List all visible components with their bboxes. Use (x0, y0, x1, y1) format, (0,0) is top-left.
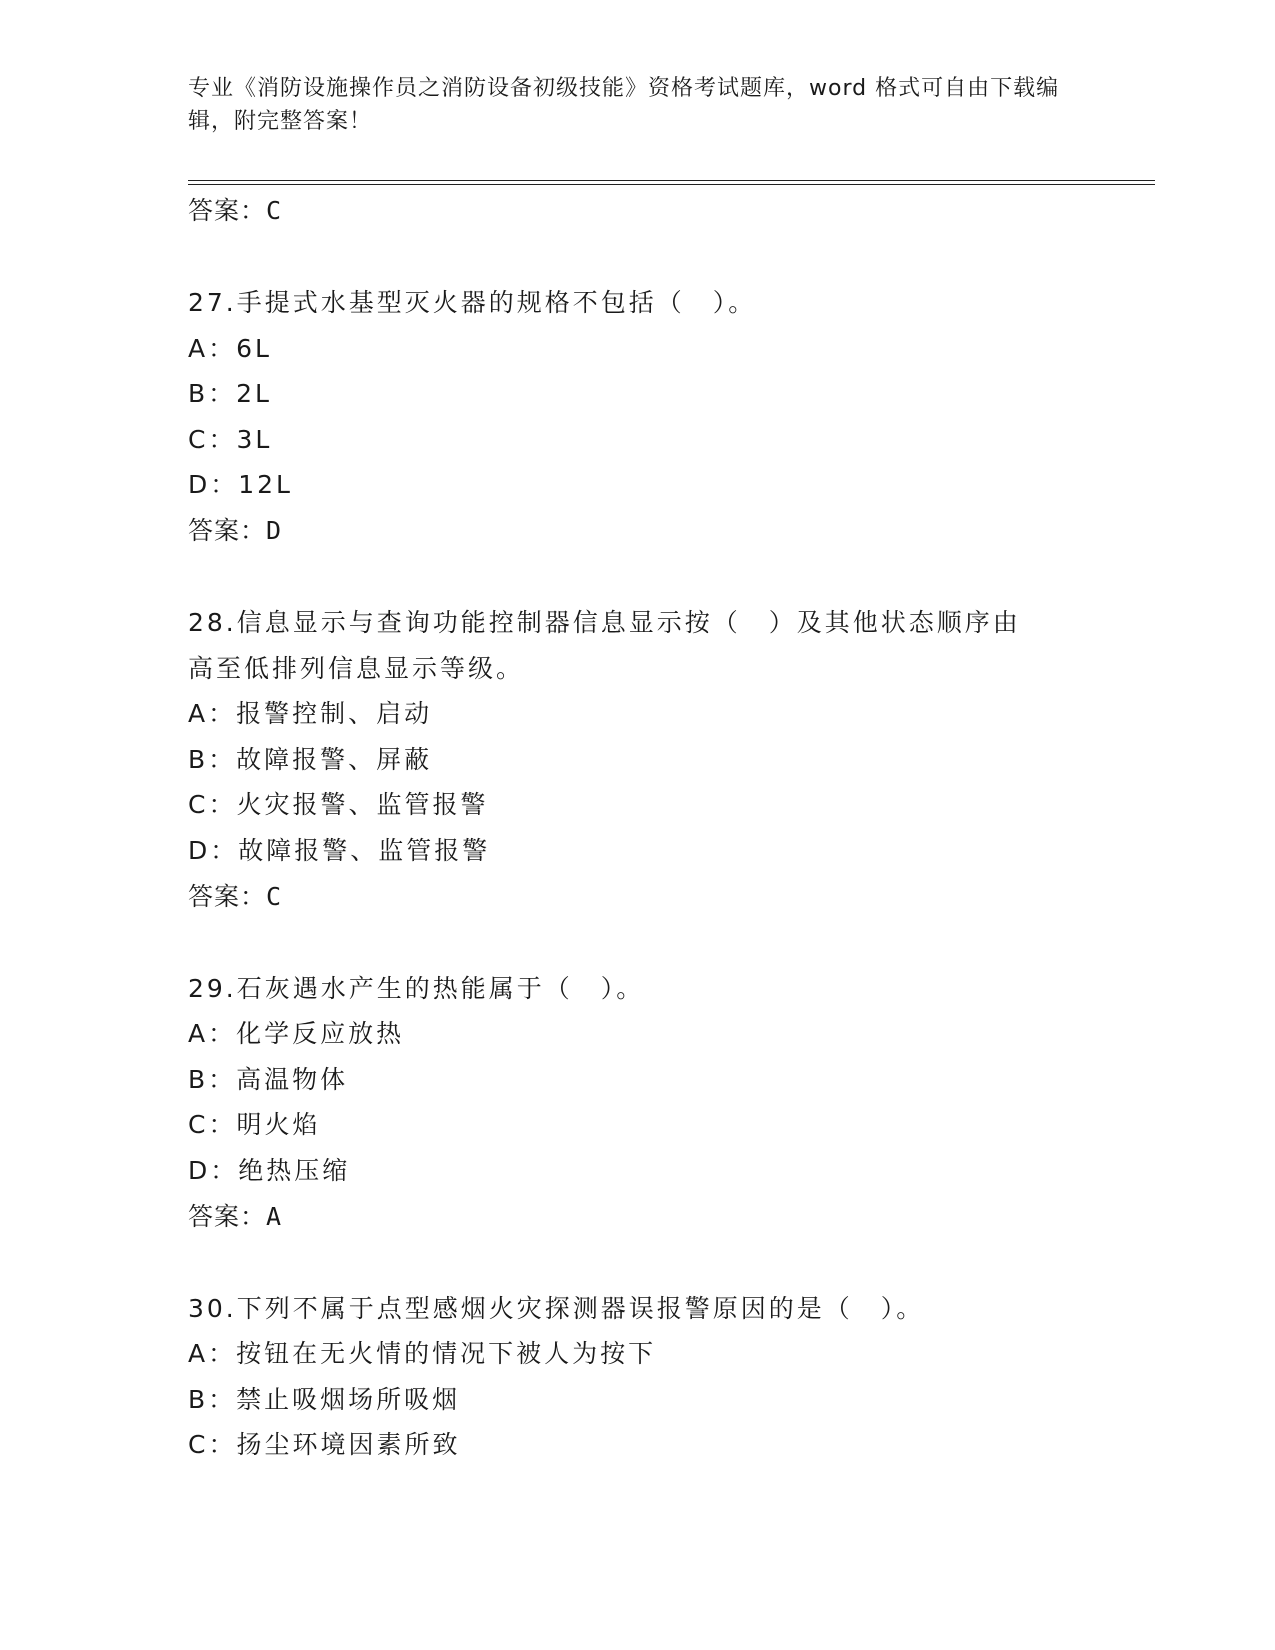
option-b: B：禁止吸烟场所吸烟 (188, 1384, 461, 1414)
option-c: C：扬尘环境因素所致 (188, 1430, 461, 1460)
answer-value: A (266, 1201, 283, 1231)
option-c: C：3L (188, 424, 273, 454)
answer-value: D (266, 515, 283, 545)
option-b: B：2L (188, 379, 272, 409)
option-d: D：12L (188, 470, 293, 500)
header-divider-bottom (188, 184, 1155, 185)
previous-answer (188, 188, 1088, 234)
question-list (188, 188, 1088, 1468)
option-c: C：明火焰 (188, 1110, 321, 1140)
option-d: D：绝热压缩 (188, 1155, 351, 1185)
question-stem: 29.石灰遇水产生的热能属于（ ）。 (188, 973, 645, 1003)
document-header (188, 72, 1068, 138)
option-d: D：故障报警、监管报警 (188, 835, 491, 865)
header-text: 专业《消防设施操作员之消防设备初级技能》资格考试题库，word 格式可自由下载编辑，附完整答案！ (188, 76, 1060, 134)
option-c: C：火灾报警、监管报警 (188, 790, 489, 820)
option-b: B：故障报警、屏蔽 (188, 744, 433, 774)
question-29 (188, 966, 1088, 1240)
option-a: A：按钮在无火情的情况下被人为按下 (188, 1339, 657, 1369)
spacer (188, 234, 1088, 280)
option-a: A：化学反应放热 (188, 1019, 405, 1049)
spacer (188, 1240, 1088, 1286)
option-b: B：高温物体 (188, 1064, 349, 1094)
question-28 (188, 600, 1088, 920)
header-divider-top (188, 180, 1155, 181)
answer-label: 答案： (188, 881, 267, 911)
answer-label: 答案： (188, 1201, 267, 1231)
question-answer (188, 1194, 1088, 1240)
spacer (188, 920, 1088, 966)
answer-value: C (266, 196, 283, 225)
question-stem: 27.手提式水基型灭火器的规格不包括（ ）。 (188, 288, 757, 317)
option-a: A：报警控制、启动 (188, 699, 433, 729)
answer-label: 答案： (188, 196, 267, 225)
question-30 (188, 1286, 1088, 1468)
question-answer (188, 508, 1088, 554)
question-27 (188, 280, 1088, 554)
option-a: A：6L (188, 333, 272, 363)
question-stem: 28.信息显示与查询功能控制器信息显示按（ ）及其他状态顺序由高至低排列信息显示等级。 (188, 607, 1021, 683)
spacer (188, 554, 1088, 600)
answer-value: C (266, 881, 283, 911)
answer-label: 答案： (188, 515, 267, 545)
question-answer (188, 874, 1088, 920)
question-stem: 30.下列不属于点型感烟火灾探测器误报警原因的是（ ）。 (188, 1293, 925, 1323)
